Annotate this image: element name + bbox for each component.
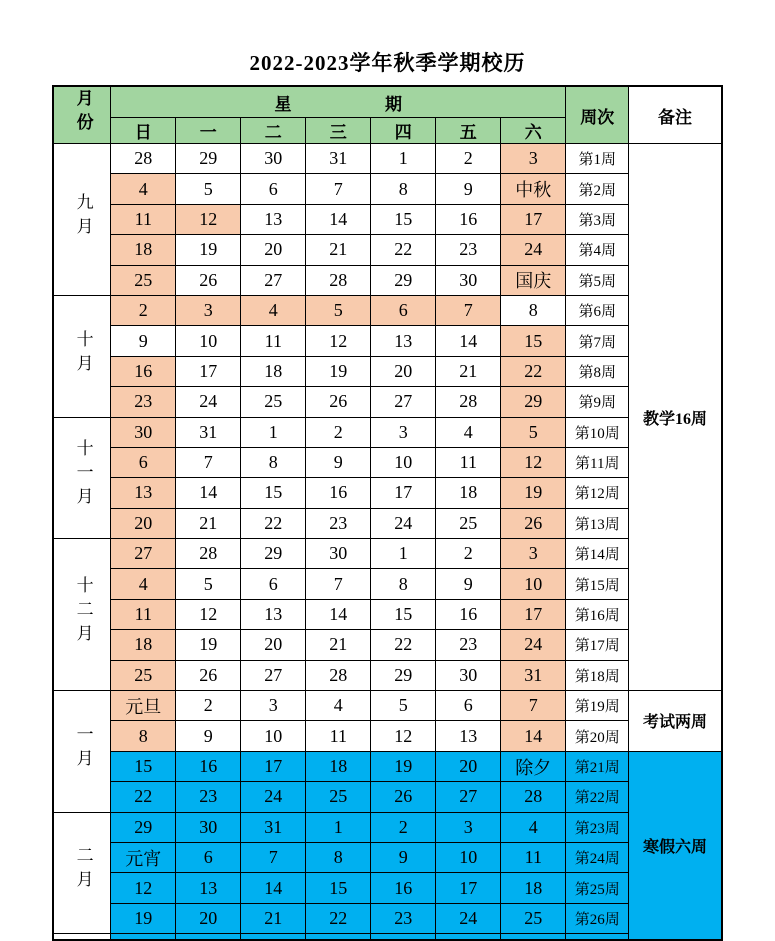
date-cell: 15 bbox=[306, 873, 371, 903]
week-number-cell: 第26周 bbox=[566, 903, 629, 933]
date-cell: 元宵 bbox=[111, 842, 176, 872]
date-cell: 1 bbox=[306, 812, 371, 842]
date-cell: 13 bbox=[176, 873, 241, 903]
date-cell: 24 bbox=[176, 387, 241, 417]
date-cell: 21 bbox=[176, 508, 241, 538]
month-cell bbox=[53, 417, 111, 539]
date-cell: 21 bbox=[241, 903, 306, 933]
calendar-week-row bbox=[53, 508, 722, 538]
date-cell: 11 bbox=[111, 204, 176, 234]
date-cell: 28 bbox=[111, 144, 176, 174]
date-cell: 23 bbox=[371, 903, 436, 933]
date-cell: 中秋 bbox=[501, 174, 566, 204]
date-cell: 28 bbox=[176, 539, 241, 569]
month-cell bbox=[53, 144, 111, 296]
date-cell: 5 bbox=[176, 569, 241, 599]
date-cell: 22 bbox=[111, 782, 176, 812]
date-cell: 元旦 bbox=[111, 691, 176, 721]
date-cell: 24 bbox=[241, 782, 306, 812]
date-cell: 16 bbox=[436, 599, 501, 629]
date-cell bbox=[176, 934, 241, 941]
date-cell: 30 bbox=[306, 539, 371, 569]
date-cell: 11 bbox=[501, 842, 566, 872]
month-cell bbox=[53, 295, 111, 417]
date-cell: 22 bbox=[371, 630, 436, 660]
date-cell: 2 bbox=[436, 144, 501, 174]
day-header-fri: 五 bbox=[436, 118, 501, 144]
calendar-week-row bbox=[53, 599, 722, 629]
date-cell bbox=[241, 934, 306, 941]
date-cell: 12 bbox=[176, 599, 241, 629]
date-cell: 8 bbox=[306, 842, 371, 872]
week-number-cell: 第25周 bbox=[566, 873, 629, 903]
date-cell: 11 bbox=[111, 599, 176, 629]
date-cell: 20 bbox=[241, 235, 306, 265]
date-cell: 17 bbox=[176, 356, 241, 386]
date-cell: 30 bbox=[111, 417, 176, 447]
week-number-cell bbox=[566, 934, 629, 941]
date-cell: 12 bbox=[306, 326, 371, 356]
date-cell: 2 bbox=[111, 295, 176, 325]
note-cell: 寒假六周 bbox=[629, 751, 722, 940]
date-cell: 27 bbox=[371, 387, 436, 417]
week-number-cell: 第7周 bbox=[566, 326, 629, 356]
date-cell: 16 bbox=[111, 356, 176, 386]
date-cell bbox=[111, 934, 176, 941]
date-cell: 25 bbox=[241, 387, 306, 417]
date-cell: 除夕 bbox=[501, 751, 566, 781]
date-cell: 15 bbox=[501, 326, 566, 356]
date-cell: 21 bbox=[306, 235, 371, 265]
month-label: 二月 bbox=[73, 846, 93, 895]
calendar-week-row bbox=[53, 265, 722, 295]
date-cell: 31 bbox=[241, 812, 306, 842]
date-cell: 23 bbox=[306, 508, 371, 538]
date-cell: 13 bbox=[371, 326, 436, 356]
date-cell: 3 bbox=[501, 144, 566, 174]
date-cell: 7 bbox=[241, 842, 306, 872]
calendar-week-row bbox=[53, 751, 722, 781]
date-cell: 22 bbox=[371, 235, 436, 265]
date-cell: 12 bbox=[501, 447, 566, 477]
date-cell: 3 bbox=[176, 295, 241, 325]
date-cell: 4 bbox=[241, 295, 306, 325]
month-label: 一月 bbox=[73, 724, 93, 773]
date-cell: 3 bbox=[241, 691, 306, 721]
date-cell: 6 bbox=[111, 447, 176, 477]
date-cell: 5 bbox=[176, 174, 241, 204]
date-cell: 国庆 bbox=[501, 265, 566, 295]
date-cell: 5 bbox=[501, 417, 566, 447]
date-cell: 1 bbox=[241, 417, 306, 447]
date-cell: 28 bbox=[436, 387, 501, 417]
date-cell: 18 bbox=[241, 356, 306, 386]
week-number-cell: 第18周 bbox=[566, 660, 629, 690]
date-cell: 24 bbox=[501, 235, 566, 265]
date-cell: 18 bbox=[501, 873, 566, 903]
week-number-cell: 第8周 bbox=[566, 356, 629, 386]
date-cell: 11 bbox=[306, 721, 371, 751]
date-cell: 8 bbox=[111, 721, 176, 751]
date-cell: 19 bbox=[306, 356, 371, 386]
week-number-cell: 第24周 bbox=[566, 842, 629, 872]
week-number-cell: 第23周 bbox=[566, 812, 629, 842]
calendar-week-row bbox=[53, 356, 722, 386]
week-number-cell: 第2周 bbox=[566, 174, 629, 204]
date-cell: 13 bbox=[241, 204, 306, 234]
date-cell: 31 bbox=[306, 144, 371, 174]
calendar-week-row bbox=[53, 417, 722, 447]
date-cell: 15 bbox=[371, 599, 436, 629]
week-number-cell: 第10周 bbox=[566, 417, 629, 447]
week-number-cell: 第20周 bbox=[566, 721, 629, 751]
date-cell: 31 bbox=[176, 417, 241, 447]
date-cell: 9 bbox=[371, 842, 436, 872]
date-cell: 1 bbox=[371, 144, 436, 174]
date-cell: 5 bbox=[306, 295, 371, 325]
week-header: 星期 bbox=[111, 86, 566, 118]
date-cell: 29 bbox=[501, 387, 566, 417]
date-cell: 21 bbox=[306, 630, 371, 660]
month-label: 十月 bbox=[73, 329, 93, 378]
date-cell: 24 bbox=[501, 630, 566, 660]
date-cell: 9 bbox=[111, 326, 176, 356]
date-cell: 8 bbox=[371, 569, 436, 599]
week-number-cell: 第11周 bbox=[566, 447, 629, 477]
date-cell: 10 bbox=[241, 721, 306, 751]
calendar-week-row bbox=[53, 842, 722, 872]
date-cell: 29 bbox=[176, 144, 241, 174]
day-header-sun: 日 bbox=[111, 118, 176, 144]
date-cell: 14 bbox=[501, 721, 566, 751]
week-number-cell: 第22周 bbox=[566, 782, 629, 812]
date-cell: 4 bbox=[111, 569, 176, 599]
day-header-thu: 四 bbox=[371, 118, 436, 144]
date-cell: 22 bbox=[501, 356, 566, 386]
date-cell: 25 bbox=[501, 903, 566, 933]
date-cell: 10 bbox=[371, 447, 436, 477]
calendar-table bbox=[52, 85, 723, 941]
date-cell: 6 bbox=[241, 569, 306, 599]
date-cell: 8 bbox=[371, 174, 436, 204]
date-cell: 21 bbox=[436, 356, 501, 386]
date-cell: 18 bbox=[306, 751, 371, 781]
date-cell: 12 bbox=[371, 721, 436, 751]
calendar-week-row bbox=[53, 478, 722, 508]
date-cell: 29 bbox=[371, 660, 436, 690]
date-cell: 24 bbox=[371, 508, 436, 538]
date-cell bbox=[371, 934, 436, 941]
date-cell: 6 bbox=[436, 691, 501, 721]
date-cell: 26 bbox=[176, 265, 241, 295]
date-cell: 3 bbox=[371, 417, 436, 447]
date-cell: 3 bbox=[501, 539, 566, 569]
date-cell: 7 bbox=[306, 174, 371, 204]
month-cell bbox=[53, 812, 111, 934]
date-cell: 6 bbox=[241, 174, 306, 204]
date-cell: 5 bbox=[371, 691, 436, 721]
date-cell: 23 bbox=[111, 387, 176, 417]
month-column-header-label: 月份 bbox=[73, 88, 93, 137]
calendar-week-row bbox=[53, 447, 722, 477]
week-number-cell: 第19周 bbox=[566, 691, 629, 721]
date-cell: 9 bbox=[306, 447, 371, 477]
month-column-header bbox=[53, 86, 111, 144]
date-cell: 19 bbox=[111, 903, 176, 933]
calendar-week-row bbox=[53, 174, 722, 204]
calendar-week-row bbox=[53, 235, 722, 265]
date-cell bbox=[306, 934, 371, 941]
calendar-week-row bbox=[53, 691, 722, 721]
date-cell: 22 bbox=[306, 903, 371, 933]
calendar-week-row bbox=[53, 295, 722, 325]
date-cell: 4 bbox=[436, 417, 501, 447]
week-number-cell: 第17周 bbox=[566, 630, 629, 660]
date-cell: 16 bbox=[176, 751, 241, 781]
date-cell: 17 bbox=[501, 599, 566, 629]
date-cell: 16 bbox=[371, 873, 436, 903]
calendar-week-row bbox=[53, 812, 722, 842]
date-cell: 28 bbox=[306, 660, 371, 690]
week-number-cell: 第1周 bbox=[566, 144, 629, 174]
calendar-week-row bbox=[53, 204, 722, 234]
date-cell: 8 bbox=[501, 295, 566, 325]
date-cell: 29 bbox=[241, 539, 306, 569]
date-cell: 30 bbox=[176, 812, 241, 842]
date-cell: 28 bbox=[501, 782, 566, 812]
date-cell: 23 bbox=[176, 782, 241, 812]
date-cell: 4 bbox=[501, 812, 566, 842]
date-cell: 19 bbox=[176, 235, 241, 265]
calendar-week-row bbox=[53, 721, 722, 751]
date-cell: 25 bbox=[306, 782, 371, 812]
week-number-cell: 第9周 bbox=[566, 387, 629, 417]
date-cell: 13 bbox=[436, 721, 501, 751]
page-title: 2022-2023学年秋季学期校历 bbox=[249, 51, 526, 75]
day-header-wed: 三 bbox=[306, 118, 371, 144]
calendar-week-row bbox=[53, 326, 722, 356]
month-cell bbox=[53, 539, 111, 691]
date-cell: 19 bbox=[371, 751, 436, 781]
week-number-cell: 第3周 bbox=[566, 204, 629, 234]
date-cell: 2 bbox=[371, 812, 436, 842]
week-number-cell: 第21周 bbox=[566, 751, 629, 781]
date-cell: 18 bbox=[436, 478, 501, 508]
date-cell bbox=[436, 934, 501, 941]
date-cell: 26 bbox=[176, 660, 241, 690]
week-number-cell: 第4周 bbox=[566, 235, 629, 265]
date-cell: 9 bbox=[176, 721, 241, 751]
date-cell: 30 bbox=[241, 144, 306, 174]
calendar-week-row bbox=[53, 782, 722, 812]
notes-header: 备注 bbox=[629, 86, 722, 144]
date-cell: 30 bbox=[436, 265, 501, 295]
calendar-week-row bbox=[53, 387, 722, 417]
date-cell: 3 bbox=[436, 812, 501, 842]
week-number-cell: 第15周 bbox=[566, 569, 629, 599]
month-label: 九月 bbox=[73, 192, 93, 241]
month-cell bbox=[53, 934, 111, 941]
date-cell: 10 bbox=[501, 569, 566, 599]
calendar-week-row bbox=[53, 569, 722, 599]
date-cell bbox=[501, 934, 566, 941]
date-cell: 14 bbox=[306, 599, 371, 629]
date-cell: 20 bbox=[241, 630, 306, 660]
calendar-week-row bbox=[53, 539, 722, 569]
date-cell: 27 bbox=[111, 539, 176, 569]
date-cell: 26 bbox=[306, 387, 371, 417]
date-cell: 24 bbox=[436, 903, 501, 933]
date-cell: 25 bbox=[436, 508, 501, 538]
date-cell: 16 bbox=[306, 478, 371, 508]
date-cell: 14 bbox=[176, 478, 241, 508]
date-cell: 1 bbox=[371, 539, 436, 569]
date-cell: 12 bbox=[176, 204, 241, 234]
week-number-cell: 第14周 bbox=[566, 539, 629, 569]
note-cell: 考试两周 bbox=[629, 691, 722, 752]
date-cell: 27 bbox=[241, 660, 306, 690]
date-cell: 17 bbox=[241, 751, 306, 781]
date-cell: 14 bbox=[436, 326, 501, 356]
date-cell: 7 bbox=[501, 691, 566, 721]
date-cell: 9 bbox=[436, 174, 501, 204]
date-cell: 2 bbox=[306, 417, 371, 447]
date-cell: 31 bbox=[501, 660, 566, 690]
month-label: 十一月 bbox=[73, 439, 93, 512]
date-cell: 25 bbox=[111, 265, 176, 295]
note-cell: 教学16周 bbox=[629, 144, 722, 691]
date-cell: 6 bbox=[371, 295, 436, 325]
date-cell: 2 bbox=[436, 539, 501, 569]
date-cell: 18 bbox=[111, 630, 176, 660]
date-cell: 23 bbox=[436, 630, 501, 660]
date-cell: 11 bbox=[436, 447, 501, 477]
week-number-cell: 第5周 bbox=[566, 265, 629, 295]
date-cell: 13 bbox=[241, 599, 306, 629]
date-cell: 15 bbox=[241, 478, 306, 508]
date-cell: 30 bbox=[436, 660, 501, 690]
calendar-week-row bbox=[53, 903, 722, 933]
date-cell: 7 bbox=[306, 569, 371, 599]
date-cell: 17 bbox=[371, 478, 436, 508]
calendar-week-row bbox=[53, 660, 722, 690]
calendar-body bbox=[53, 144, 722, 941]
date-cell: 7 bbox=[176, 447, 241, 477]
date-cell: 22 bbox=[241, 508, 306, 538]
week-number-cell: 第6周 bbox=[566, 295, 629, 325]
date-cell: 20 bbox=[176, 903, 241, 933]
date-cell: 15 bbox=[111, 751, 176, 781]
date-cell: 4 bbox=[111, 174, 176, 204]
date-cell: 17 bbox=[436, 873, 501, 903]
month-label: 十二月 bbox=[73, 576, 93, 649]
date-cell: 11 bbox=[241, 326, 306, 356]
date-cell: 10 bbox=[176, 326, 241, 356]
calendar-week-row bbox=[53, 873, 722, 903]
date-cell: 14 bbox=[241, 873, 306, 903]
date-cell: 20 bbox=[371, 356, 436, 386]
date-cell: 18 bbox=[111, 235, 176, 265]
week-number-cell: 第16周 bbox=[566, 599, 629, 629]
date-cell: 23 bbox=[436, 235, 501, 265]
date-cell: 4 bbox=[306, 691, 371, 721]
day-header-mon: 一 bbox=[176, 118, 241, 144]
date-cell: 13 bbox=[111, 478, 176, 508]
date-cell: 12 bbox=[111, 873, 176, 903]
date-cell: 20 bbox=[111, 508, 176, 538]
date-cell: 27 bbox=[241, 265, 306, 295]
date-cell: 10 bbox=[436, 842, 501, 872]
day-header-sat: 六 bbox=[501, 118, 566, 144]
date-cell: 29 bbox=[371, 265, 436, 295]
date-cell: 20 bbox=[436, 751, 501, 781]
calendar-week-row bbox=[53, 144, 722, 174]
date-cell: 27 bbox=[436, 782, 501, 812]
week-number-header: 周次 bbox=[566, 86, 629, 144]
month-cell bbox=[53, 691, 111, 813]
calendar-week-row bbox=[53, 630, 722, 660]
week-number-cell: 第12周 bbox=[566, 478, 629, 508]
calendar-cutoff-row bbox=[53, 934, 722, 941]
date-cell: 25 bbox=[111, 660, 176, 690]
date-cell: 28 bbox=[306, 265, 371, 295]
date-cell: 2 bbox=[176, 691, 241, 721]
date-cell: 6 bbox=[176, 842, 241, 872]
date-cell: 17 bbox=[501, 204, 566, 234]
date-cell: 26 bbox=[371, 782, 436, 812]
date-cell: 19 bbox=[501, 478, 566, 508]
date-cell: 8 bbox=[241, 447, 306, 477]
date-cell: 26 bbox=[501, 508, 566, 538]
date-cell: 16 bbox=[436, 204, 501, 234]
date-cell: 29 bbox=[111, 812, 176, 842]
week-number-cell: 第13周 bbox=[566, 508, 629, 538]
day-header-tue: 二 bbox=[241, 118, 306, 144]
date-cell: 14 bbox=[306, 204, 371, 234]
date-cell: 15 bbox=[371, 204, 436, 234]
date-cell: 19 bbox=[176, 630, 241, 660]
date-cell: 9 bbox=[436, 569, 501, 599]
date-cell: 7 bbox=[436, 295, 501, 325]
